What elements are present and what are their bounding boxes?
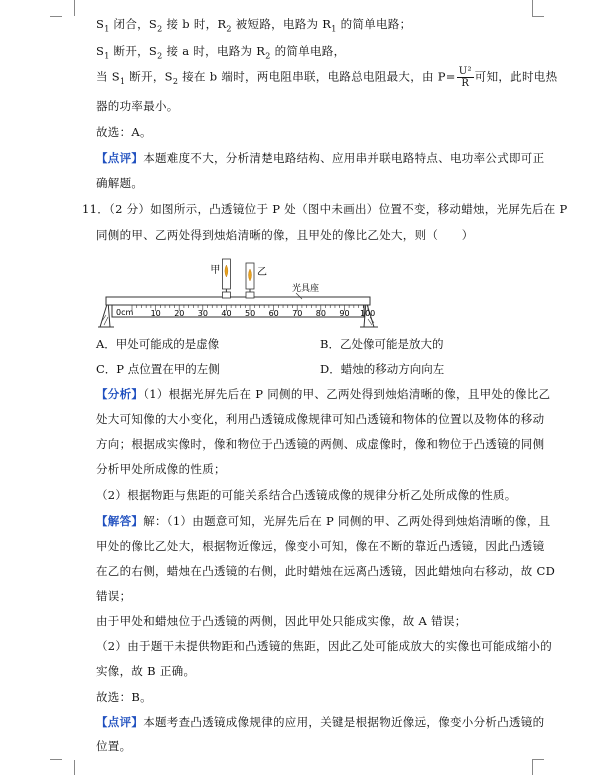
scale-label-40: 40 [221, 309, 232, 318]
unit-label: 0cm [116, 308, 134, 317]
line-power-formula: 当 $S_1$ 断开，$S_2$ 接在 b 端时，两电阻串联，电路总电阻最大，由 P= $\frac{\text{U²}}{R}$ 可知，此时电热 [96, 66, 558, 89]
line-s1-closed: $S_1$ 闭合，$S_2$ 接 b 时，$R_2$ 被短路，电路为 $R_1$ 的简单电路； [96, 17, 412, 34]
option-b[interactable]: B．乙处像可能是放大的 [320, 337, 444, 351]
crop-mark-bottom-right-h [532, 759, 544, 760]
comment2-line-1: 【点评】本题考查凸透镜成像规律的应用，关键是根据物近像远，像变小分析凸透镜的 [96, 715, 545, 729]
crop-mark-top-right [532, 0, 545, 16]
screens [222, 259, 254, 298]
screen-yi [246, 263, 254, 298]
analysis-line-2: 处大可知像的大小变化，利用凸透镜成像规律可知凸透镜和物体的位置以及物体的移动 [96, 412, 545, 426]
analysis-line-1: 【分析】（1）根据光屏先后在 P 同侧的甲、乙两处得到烛焰清晰的像，且甲处的像比乙 [96, 387, 551, 401]
line-s1-open: $S_1$ 断开，$S_2$ 接 a 时，电路为 $R_2$ 的简单电路， [96, 44, 346, 61]
crop-mark-bottom-right [532, 760, 545, 775]
comment-tag: 【点评】 [96, 151, 144, 165]
analysis-tag: 【分析】 [96, 387, 144, 401]
rail-top [106, 297, 370, 305]
comment2-tag: 【点评】 [96, 715, 144, 729]
crop-mark-top-left [62, 0, 75, 16]
scale-label-30: 30 [197, 309, 208, 318]
scale-label-70: 70 [292, 309, 303, 318]
question-11-line-1: 11．（2 分）如图所示，凸透镜位于 P 处（图中未画出）位置不变，移动蜡烛，光屏先后在 P [82, 202, 568, 216]
scale-label-10: 10 [150, 309, 161, 318]
line-min-power: 器的功率最小。 [96, 99, 179, 113]
option-a[interactable]: A．甲处可能成的是虚像 [96, 337, 220, 351]
option-c[interactable]: C．P 点位置在甲的左侧 [96, 362, 220, 376]
crop-mark-bottom-left [62, 760, 75, 775]
power-fraction: $\frac{\text{U²}}{R}$ [458, 66, 472, 89]
analysis-line-4: 分析甲处所成像的性质； [96, 462, 226, 476]
solution-tag: 【解答】 [96, 514, 144, 528]
question-11-line-2: 同侧的甲、乙两处得到烛焰清晰的像，且甲处的像比乙处大，则（ ） [96, 228, 474, 242]
label-yi: 乙 [257, 267, 267, 278]
option-d[interactable]: D．蜡烛的移动方向向左 [320, 362, 445, 376]
scale-label-100: 100 [360, 309, 376, 318]
scale-label-50: 50 [245, 309, 256, 318]
scale-label-60: 60 [268, 309, 279, 318]
analysis-line-5: （2）根据物距与焦距的可能关系结合凸透镜成像的规律分析乙处所成像的性质。 [96, 488, 517, 502]
scale-label-90: 90 [339, 309, 350, 318]
solution-line-6: （2）由于题干未提供物距和凸透镜的焦距，因此乙处可能成放大的实像也可能成缩小的 [96, 639, 553, 653]
scale-label-80: 80 [315, 309, 326, 318]
solution-line-2: 甲处的像比乙处大，根据物近像远，像变小可知，像在不断的靠近凸透镜，因此凸透镜 [96, 539, 545, 553]
scale-label-20: 20 [174, 309, 185, 318]
solution-line-5: 由于甲处和蜡烛位于凸透镜的两侧，因此甲处只能成实像，故 A 错误； [96, 614, 467, 628]
analysis-line-3: 方向；根据成实像时，像和物位于凸透镜的两侧、成虚像时，像和物位于凸透镜的同侧 [96, 437, 545, 451]
solution-line-8: 故选：B。 [96, 690, 152, 704]
comment2-line-2: 位置。 [96, 739, 132, 753]
label-jia: 甲 [210, 265, 221, 276]
screen-jia [222, 259, 230, 298]
crop-mark-bottom-left-h [50, 759, 62, 760]
solution-line-1: 【解答】解：（1）由题意可知，光屏先后在 P 同侧的甲、乙两处得到烛焰清晰的像，且 [96, 514, 551, 528]
line-comment-2: 确解题。 [96, 176, 144, 190]
line-answer-a: 故选：A。 [96, 125, 152, 139]
solution-line-4: 错误； [96, 589, 132, 603]
solution-line-7: 实像，故 B 正确。 [96, 664, 196, 678]
crop-mark-top-left-h [50, 16, 62, 17]
bench-label: 光具座 [292, 284, 320, 294]
line-comment-1: 【点评】本题难度不大，分析清楚电路结构、应用串并联电路特点、电功率公式即可正 [96, 151, 545, 165]
solution-line-3: 在乙的右侧，蜡烛在凸透镜的右侧，此时蜡烛在远离凸透镜，因此蜡烛向右移动，故 CD [96, 564, 556, 578]
optical-bench-figure [96, 253, 386, 333]
